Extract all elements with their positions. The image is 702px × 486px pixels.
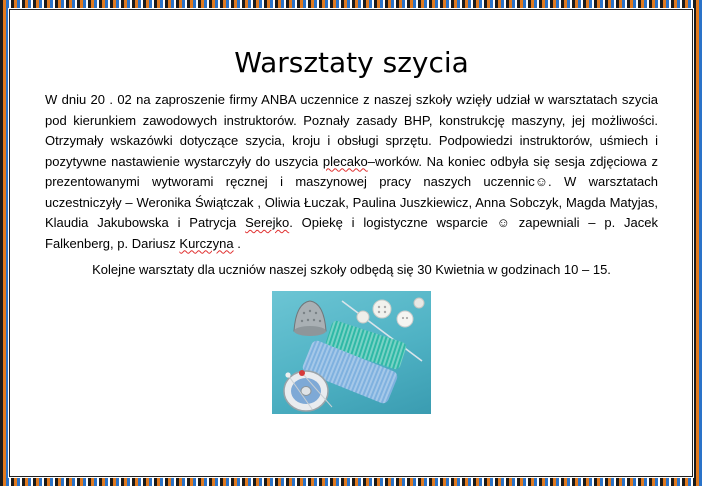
- thimble-icon: [294, 301, 326, 336]
- document-title: Warsztaty szycia: [234, 46, 469, 79]
- document-body: [45, 40, 658, 280]
- paragraph-text-1: W dniu 20 . 02 na zaproszenie firmy ANBA uczennice z naszej szkoły wzięły udział w warsztatach szycia pod kierunkiem zawodowych instruktorów. Poznały zasady BHP, konstrukcję maszyny, jej możliwości. Otrzymały wskazówki dotyczące szycia, kroju i obsługi sprzętu. Podpowiedzi instruktorów, uśmiech i pozytywne nastawienie wystarczyły do uszycia: [45, 92, 658, 169]
- paragraph-text-2: –worków. Na koniec odbyła się sesja zdjęciowa z prezentowanymi wytworami ręcznej i maszynowej pracy naszych uczennic☺. W warsztatach uczestniczyły – Weronika Świątczak , Oliwia Łuczak, Paulina Juszkiewicz, Anna Sobczyk, Magda Matyjas, Klaudia Jakubowska i Patrycja: [45, 153, 659, 230]
- misspelled-word-serejko[interactable]: Serejko: [245, 215, 290, 230]
- announcement-line: Kolejne warsztaty dla uczniów naszej szkoły odbędą się 30 Kwietnia w godzinach 10 – 15.: [92, 262, 611, 277]
- sewing-supplies-illustration: [272, 291, 431, 414]
- misspelled-word-kurczyna[interactable]: Kurczyna: [179, 235, 234, 251]
- button-icon: [357, 298, 424, 327]
- main-paragraph: [45, 90, 658, 254]
- paragraph-text-3: . Opiekę i logistyczne wsparcie ☺ zapewniali – p. Jacek Falkenberg, p. Dariusz: [45, 215, 659, 251]
- sewing-supplies-photo[interactable]: [272, 291, 431, 414]
- paragraph-text-4: .: [233, 235, 241, 251]
- misspelled-word-plecako[interactable]: plecako: [322, 153, 368, 169]
